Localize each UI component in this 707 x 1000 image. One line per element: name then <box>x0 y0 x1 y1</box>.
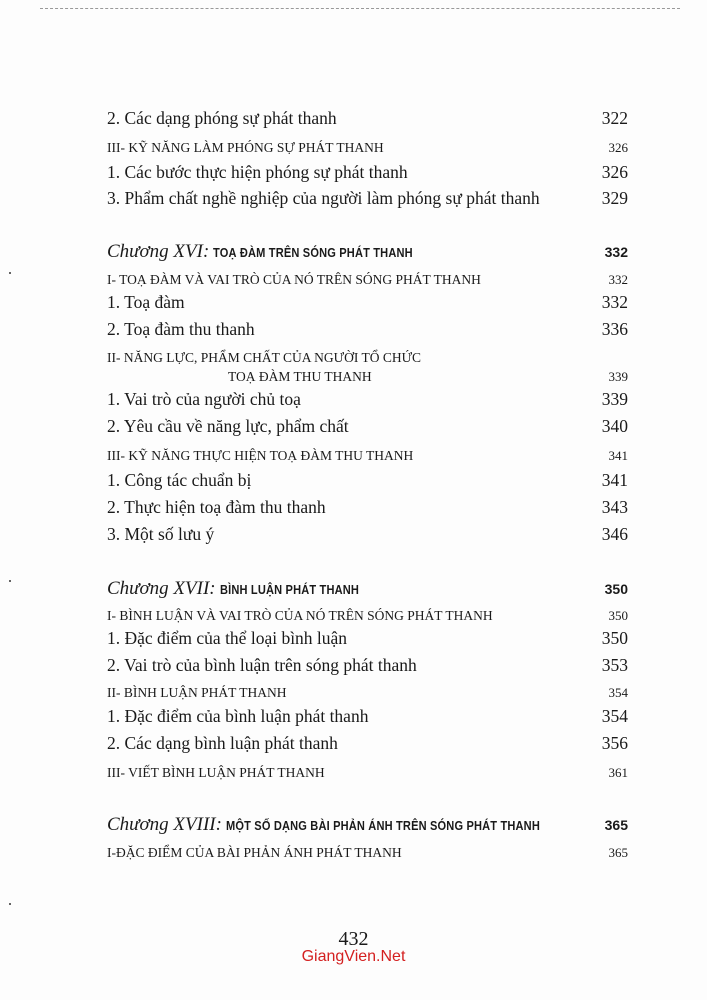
toc-item <box>107 733 628 754</box>
toc-item <box>107 162 628 183</box>
toc-section <box>107 685 628 701</box>
toc-section <box>107 448 628 464</box>
toc-title: 3. Phẩm chất nghề nghiệp của người làm phóng sự phát thanh <box>107 188 540 208</box>
toc-page-number: 341 <box>608 448 628 463</box>
toc-title-continuation: TOẠ ĐÀM THU THANH <box>228 369 372 384</box>
toc-title <box>107 578 383 600</box>
toc-page-number: 332 <box>604 244 628 260</box>
toc-title <box>107 814 595 836</box>
toc-title: III- VIẾT BÌNH LUẬN PHÁT THANH <box>107 765 325 780</box>
toc-title: III- KỸ NĂNG THỰC HIỆN TOẠ ĐÀM THU THANH <box>107 448 414 463</box>
toc-item <box>107 470 628 491</box>
toc-title: I- TOẠ ĐÀM VÀ VAI TRÒ CỦA NÓ TRÊN SÓNG PHÁT THANH <box>107 272 481 287</box>
toc-section <box>107 369 628 385</box>
toc-item <box>107 416 628 437</box>
toc-title: 2. Yêu cầu về năng lực, phẩm chất <box>107 416 349 436</box>
toc-chapter <box>107 241 628 263</box>
toc-item <box>107 389 628 410</box>
toc-title: II- NĂNG LỰC, PHẨM CHẤT CỦA NGƯỜI TỔ CHỨC <box>107 350 422 365</box>
toc-item <box>107 188 628 209</box>
watermark: GiangVien.Net <box>301 948 406 965</box>
toc-page-number: 350 <box>604 581 628 597</box>
toc-item <box>107 319 628 340</box>
toc-section <box>107 765 628 781</box>
chapter-number: Chương XVII: <box>107 578 216 599</box>
toc-section <box>107 845 628 861</box>
toc-title: 1. Công tác chuẩn bị <box>107 470 252 490</box>
toc-title <box>107 369 372 385</box>
toc-section <box>107 272 628 288</box>
toc-page-number: 336 <box>601 319 628 339</box>
toc-page-number: 343 <box>601 497 628 517</box>
toc-page-number: 353 <box>601 655 628 675</box>
chapter-title: MỘT SỐ DẠNG BÀI PHẢN ÁNH TRÊN SÓNG PHÁT THANH <box>225 818 540 833</box>
toc-page-number: 354 <box>601 706 628 726</box>
toc-page-number: 326 <box>608 140 628 155</box>
toc-title: 1. Toạ đàm <box>107 292 185 312</box>
toc-page-number: 361 <box>608 765 628 780</box>
toc-item <box>107 497 628 518</box>
chapter-number: Chương XVIII: <box>107 814 222 835</box>
toc-page-number: 322 <box>601 108 628 128</box>
toc-page-number: 350 <box>608 608 628 623</box>
toc-item <box>107 655 628 676</box>
toc-title: 1. Các bước thực hiện phóng sự phát thanh <box>107 162 408 182</box>
chapter-title: TOẠ ĐÀM TRÊN SÓNG PHÁT THANH <box>213 245 414 260</box>
toc-page-number: 332 <box>608 272 628 287</box>
toc-title: 1. Đặc điểm của thể loại bình luận <box>107 628 348 648</box>
toc-title: 1. Vai trò của người chủ toạ <box>107 389 301 409</box>
toc-title: 3. Một số lưu ý <box>107 524 215 544</box>
toc-page-number: 329 <box>601 188 628 208</box>
toc-title: 2. Thực hiện toạ đàm thu thanh <box>107 497 326 517</box>
toc-chapter <box>107 578 628 600</box>
chapter-title: BÌNH LUẬN PHÁT THANH <box>219 582 359 597</box>
toc-title: 1. Đặc điểm của bình luận phát thanh <box>107 706 369 726</box>
toc-title <box>107 241 448 263</box>
toc-title: 2. Các dạng bình luận phát thanh <box>107 733 338 753</box>
toc-section <box>107 350 628 366</box>
toc-page-number: 354 <box>608 685 628 700</box>
toc-page-number: 339 <box>608 369 628 384</box>
toc-title: 2. Toạ đàm thu thanh <box>107 319 255 339</box>
toc-page-number: 339 <box>601 389 628 409</box>
toc-item <box>107 292 628 313</box>
toc-title: 2. Các dạng phóng sự phát thanh <box>107 108 337 128</box>
toc-title: 2. Vai trò của bình luận trên sóng phát thanh <box>107 655 417 675</box>
toc-item <box>107 706 628 727</box>
chapter-number: Chương XVI: <box>107 241 210 262</box>
toc-page-number: 346 <box>601 524 628 544</box>
toc-title: I- BÌNH LUẬN VÀ VAI TRÒ CỦA NÓ TRÊN SÓNG PHÁT THANH <box>107 608 493 623</box>
toc-page-number: 341 <box>601 470 628 490</box>
toc-item <box>107 524 628 545</box>
toc-page-number: 332 <box>601 292 628 312</box>
toc-chapter <box>107 814 628 836</box>
toc-page-number: 365 <box>608 845 628 860</box>
toc-page-number: 350 <box>601 628 628 648</box>
toc-page-number: 326 <box>601 162 628 182</box>
page-number: 432 <box>338 928 369 950</box>
toc-title: III- KỸ NĂNG LÀM PHÓNG SỰ PHÁT THANH <box>107 140 384 155</box>
scan-speck <box>9 580 11 582</box>
toc-page-number: 340 <box>601 416 628 436</box>
toc-section <box>107 140 628 156</box>
toc-title: I-ĐẶC ĐIỂM CỦA BÀI PHẢN ÁNH PHÁT THANH <box>107 845 402 860</box>
scan-speck <box>9 272 11 274</box>
scan-speck <box>9 903 11 905</box>
toc-item <box>107 108 628 129</box>
toc-section <box>107 608 628 624</box>
scan-top-edge <box>40 8 680 9</box>
toc-item <box>107 628 628 649</box>
toc-title: II- BÌNH LUẬN PHÁT THANH <box>107 685 287 700</box>
toc-page-number: 365 <box>604 817 628 833</box>
toc-page-number: 356 <box>601 733 628 753</box>
